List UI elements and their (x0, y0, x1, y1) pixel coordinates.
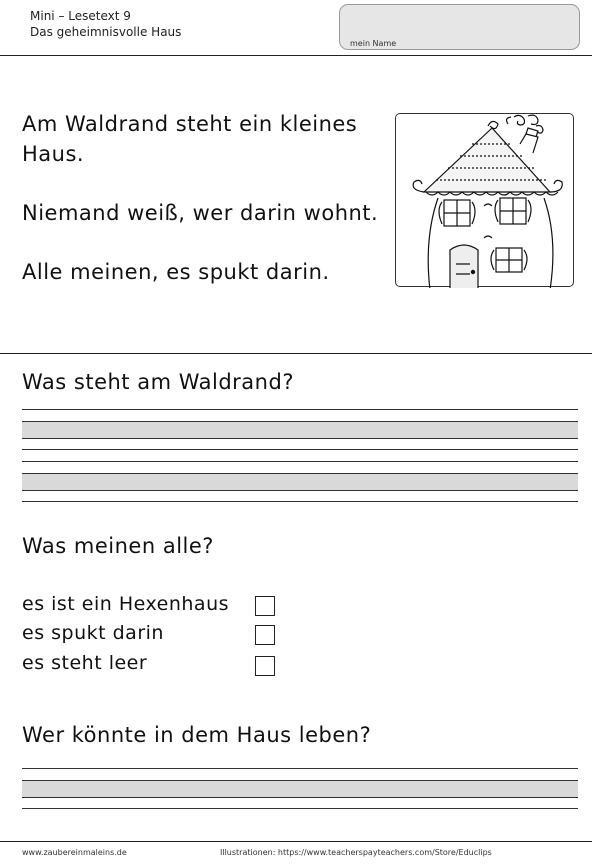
question-2: Was meinen alle? (22, 534, 214, 558)
choice-checkbox[interactable] (255, 596, 275, 616)
choice-label: es spukt darin (22, 622, 164, 644)
writing-line-middle (22, 474, 578, 491)
choice-checkbox[interactable] (255, 656, 275, 676)
footer-credits: Illustrationen: https://www.teacherspayteachers.com/Store/Educlips (220, 848, 492, 857)
writing-line-middle (22, 781, 578, 798)
name-field-label: mein Name (350, 39, 397, 48)
story-line: Am Waldrand steht ein kleines (22, 112, 358, 136)
answer-line-3[interactable] (22, 768, 578, 809)
writing-line-lower (22, 798, 578, 809)
worksheet-header (30, 8, 181, 40)
haunted-house-illustration (395, 113, 574, 287)
writing-line-upper (22, 409, 578, 422)
question-1: Was steht am Waldrand? (22, 370, 294, 394)
story-line: Niemand weiß, wer darin wohnt. (22, 201, 379, 225)
writing-line-lower (22, 439, 578, 450)
choice-label: es ist ein Hexenhaus (22, 593, 230, 615)
answer-line-2[interactable] (22, 461, 578, 502)
story-line: Haus. (22, 142, 85, 166)
choice-label: es steht leer (22, 652, 148, 674)
house-drawing (396, 114, 575, 288)
writing-line-lower (22, 491, 578, 502)
answer-line-1[interactable] (22, 409, 578, 450)
choice-checkbox[interactable] (255, 625, 275, 645)
writing-line-upper (22, 768, 578, 781)
divider (0, 55, 592, 56)
divider (0, 353, 592, 354)
story-line: Alle meinen, es spukt darin. (22, 260, 330, 284)
writing-line-middle (22, 422, 578, 439)
question-3: Wer könnte in dem Haus leben? (22, 723, 372, 747)
worksheet-title: Das geheimnisvolle Haus (30, 25, 182, 39)
name-field[interactable] (339, 4, 580, 50)
footer-website: www.zaubereinmaleins.de (22, 848, 127, 857)
worksheet-series: Mini – Lesetext 9 (30, 9, 131, 23)
footer-divider (0, 841, 592, 842)
writing-line-upper (22, 461, 578, 474)
